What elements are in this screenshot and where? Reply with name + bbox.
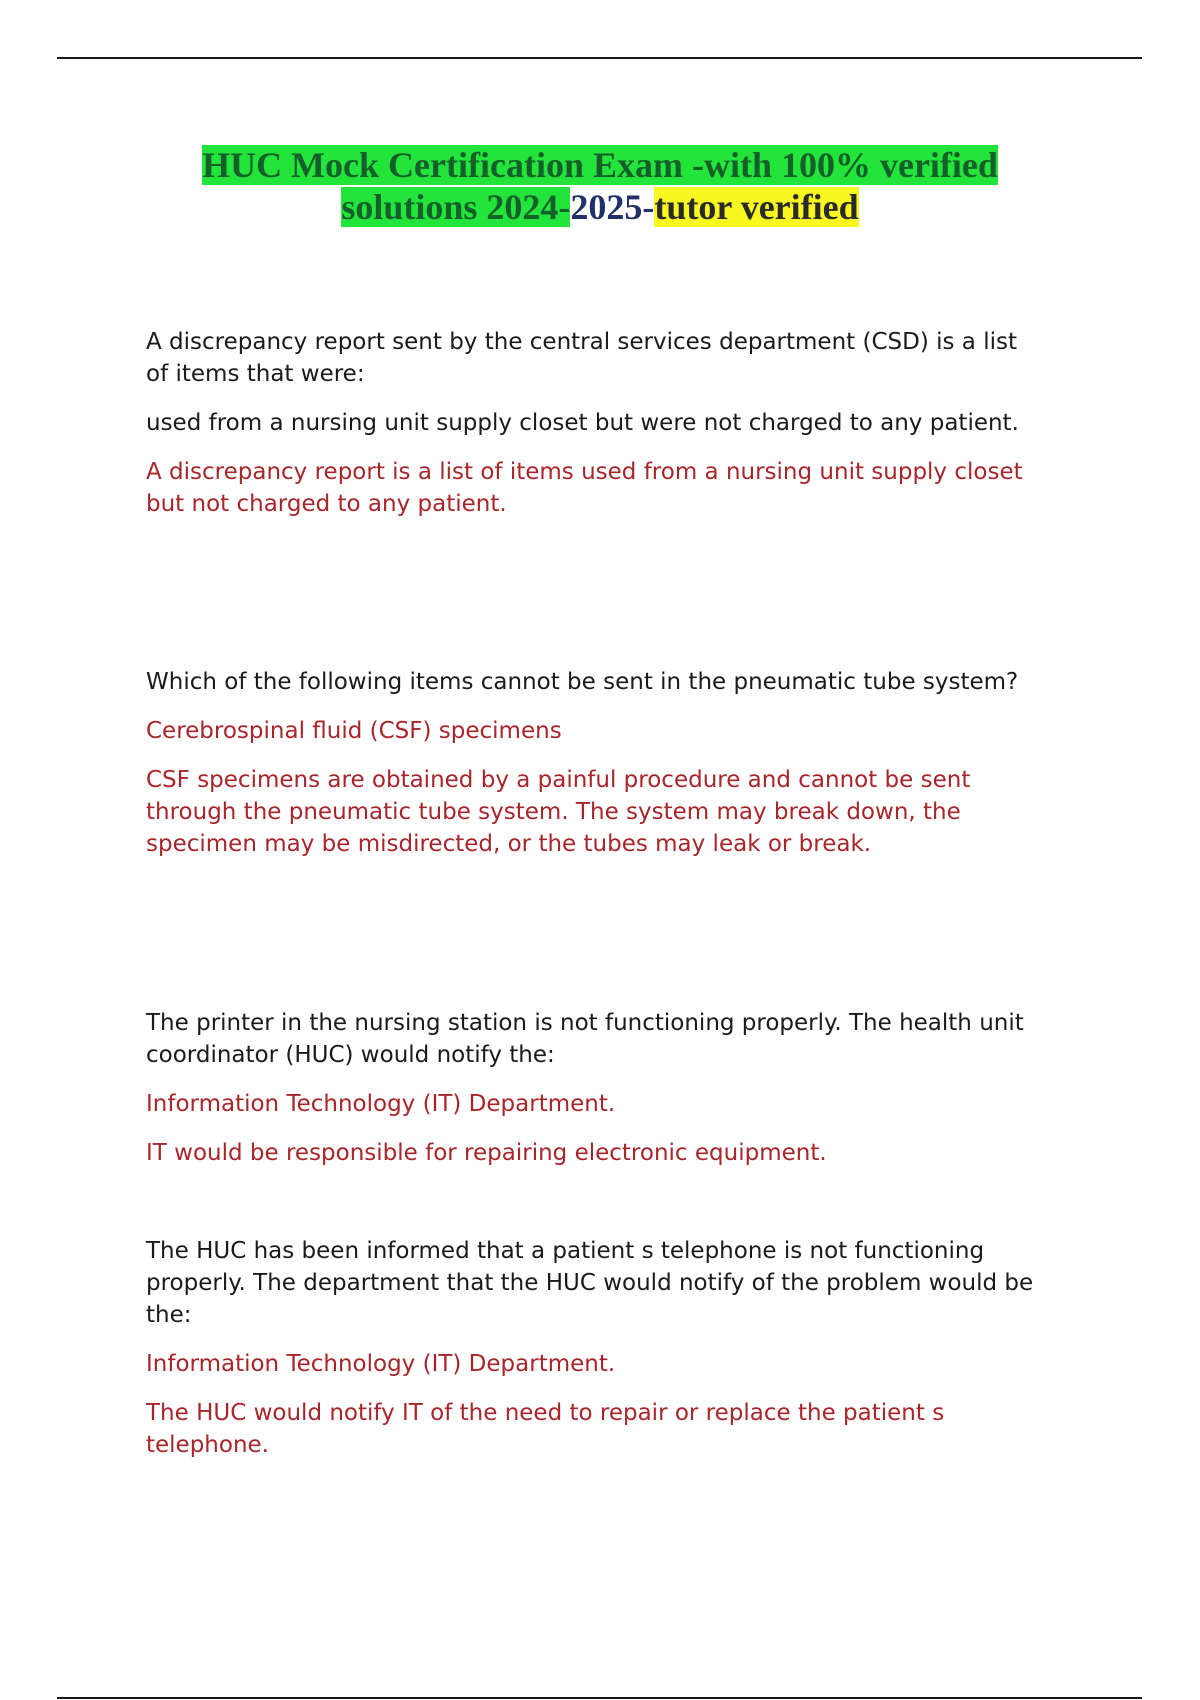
qa-item: [146, 666, 1046, 877]
top-rule: [57, 57, 1142, 59]
rationale-text: The HUC would notify IT of the need to repair or replace the patient s telephone.: [146, 1400, 945, 1458]
title-highlight-green: HUC Mock Certification Exam -with 100% verified: [202, 145, 998, 185]
document-title: [0, 144, 1200, 228]
answer-text: Information Technology (IT) Department.: [146, 1351, 616, 1377]
qa-item: [146, 326, 1046, 537]
rationale-text: IT would be responsible for repairing electronic equipment.: [146, 1140, 827, 1166]
title-highlight-yellow: tutor verified: [654, 187, 859, 227]
rationale-text: A discrepancy report is a list of items used from a nursing unit supply closet but not charged to any patient.: [146, 459, 1023, 517]
answer-text: used from a nursing unit supply closet but were not charged to any patient.: [146, 410, 1019, 436]
question-text: The printer in the nursing station is not functioning properly. The health unit coordinator (HUC) would notify the:: [146, 1010, 1024, 1068]
rationale-text: CSF specimens are obtained by a painful procedure and cannot be sent through the pneumatic tube system. The system may break down, the specimen may be misdirected, or the tubes may leak or break.: [146, 767, 971, 857]
qa-item: [146, 1235, 1046, 1478]
title-highlight-green-2: solutions 2024-: [341, 187, 571, 227]
answer-text: Cerebrospinal fluid (CSF) specimens: [146, 718, 562, 744]
title-plain-part: 2025-: [570, 187, 655, 227]
question-text: A discrepancy report sent by the central services department (CSD) is a list of items that were:: [146, 329, 1017, 387]
answer-text: Information Technology (IT) Department.: [146, 1091, 616, 1117]
bottom-rule: [57, 1697, 1142, 1699]
question-text: Which of the following items cannot be sent in the pneumatic tube system?: [146, 669, 1019, 695]
qa-item: [146, 1007, 1046, 1186]
question-text: The HUC has been informed that a patient s telephone is not functioning properly. The department that the HUC would notify of the problem would be the:: [146, 1238, 1034, 1328]
